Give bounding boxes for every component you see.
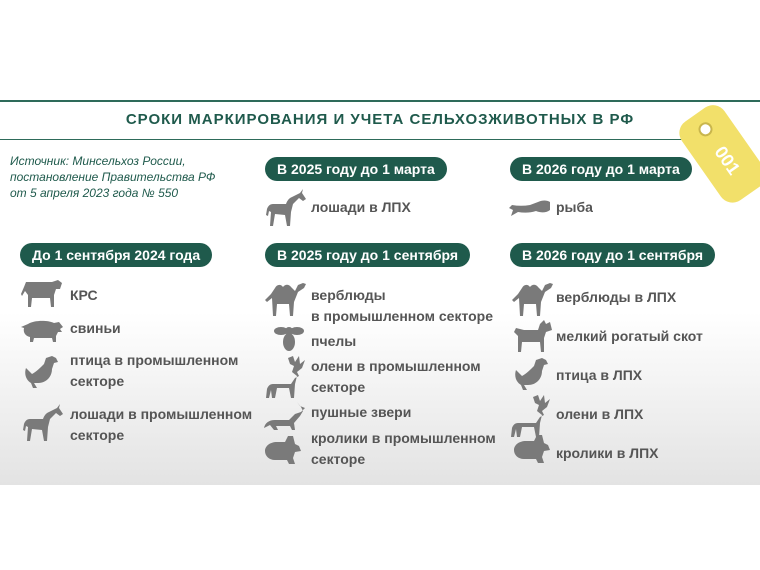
fur-animal-icon [263,400,307,430]
item-deer-lph: олени в ЛПХ [556,406,644,422]
ear-tag-icon [676,104,760,210]
item-pigs: свиньи [70,320,121,336]
horse-icon [22,402,66,442]
item-rabbits-lph: кролики в ЛПХ [556,445,659,461]
header-2025-march: В 2025 году до 1 марта [265,157,447,181]
item-poultry-lph: птица в ЛПХ [556,367,643,383]
header-2024-september: До 1 сентября 2024 года [20,243,212,267]
bee-icon [272,322,306,356]
header-2025-september: В 2025 году до 1 сентября [265,243,470,267]
item-camels-industrial: верблюды в промышленном секторе [311,287,494,324]
goat-icon [510,318,554,354]
top-divider [0,100,760,102]
item-camels-lph: верблюды в ЛПХ [556,289,677,305]
chicken-icon [22,352,62,392]
item-fish: рыба [556,199,593,215]
rabbit-icon [512,433,552,467]
header-2026-september: В 2026 году до 1 сентября [510,243,715,267]
pig-icon [20,318,64,344]
deer-icon [263,354,307,398]
fish-icon [508,196,552,220]
item-horses-lph: лошади в ЛПХ [311,199,411,215]
page-title: СРОКИ МАРКИРОВАНИЯ И УЧЕТА СЕЛЬХОЗЖИВОТНЫХ В РФ [125,111,635,128]
cow-icon [20,278,64,308]
item-bees: пчелы [311,333,357,349]
item-cattle: КРС [70,287,98,303]
item-horses-industrial: лошади в промышленном секторе [70,406,253,443]
rabbit-icon [263,434,303,468]
camel-icon [263,279,307,319]
item-fur-animals: пушные звери [311,404,412,420]
title-divider [0,139,700,140]
ear-tag-label: 001 [710,142,745,179]
item-deer-industrial: олени в промышленном секторе [311,358,481,395]
item-small-ruminants: мелкий рогатый скот [556,328,703,344]
camel-icon [510,279,554,319]
chicken-icon [512,354,552,394]
horse-icon [265,187,309,227]
item-rabbits-industrial: кролики в промышленном секторе [311,430,496,467]
item-poultry-industrial: птица в промышленном секторе [70,352,239,389]
header-2026-march: В 2026 году до 1 марта [510,157,692,181]
deer-icon [508,393,552,437]
source-note: Источник: Минсельхоз России, постановление Правительства РФ от 5 апреля 2023 года № 550 [10,154,216,200]
